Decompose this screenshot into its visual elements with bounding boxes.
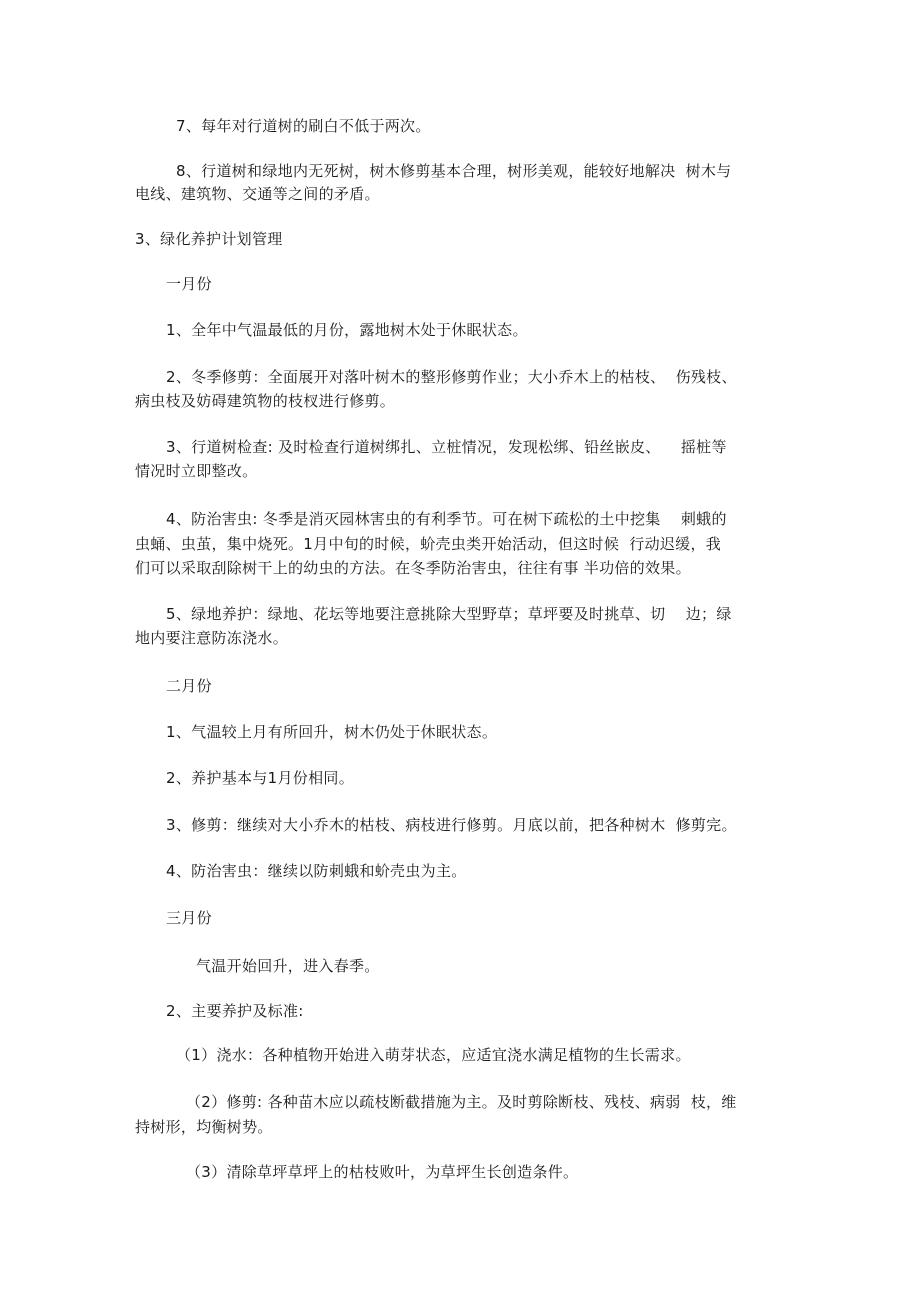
jan-item-3-line-1: 3、行道树检查: 及时检查行道树绑扎、立桩情况，发现松绑、铅丝嵌皮、 摇桩等 [166, 438, 727, 456]
mar-subitem-2-line-1: （2）修剪: 各种苗木应以疏枝断截措施为主。及时剪除断枝、残枝、病弱 枝，维 [186, 1093, 737, 1111]
jan-item-3-line-2: 情况时立即整改。 [135, 462, 258, 480]
jan-item-2-line-1: 2、冬季修剪：全面展开对落叶树木的整形修剪作业；大小乔木上的枯枝、 伤残枝、 [166, 368, 737, 386]
section-heading: 3、绿化养护计划管理 [135, 230, 283, 248]
mar-subitem-2-line-2: 持树形，均衡树势。 [135, 1118, 273, 1136]
feb-item-1: 1、气温较上月有所回升，树木仍处于休眠状态。 [166, 723, 498, 741]
mar-subitem-1: （1）浇水：各种植物开始进入萌芽状态，应适宜浇水满足植物的生长需求。 [176, 1046, 691, 1064]
jan-item-4-line-1: 4、防治害虫: 冬季是消灭园林害虫的有利季节。可在树下疏松的土中挖集 刺蛾的 [166, 510, 727, 528]
jan-item-1: 1、全年中气温最低的月份，露地树木处于休眠状态。 [166, 321, 528, 339]
jan-item-5-line-1: 5、绿地养护：绿地、花坛等地要注意挑除大型野草；草坪要及时挑草、切 边；绿 [166, 605, 732, 623]
item-8-text-line-2: 电线、建筑物、交通等之间的矛盾。 [135, 185, 380, 203]
jan-item-4-line-2: 虫蛹、虫茧，集中烧死。1月中旬的时候，蚧壳虫类开始活动，但这时候 行动迟缓，我 [135, 535, 722, 553]
jan-item-5-line-2: 地内要注意防冻浇水。 [135, 629, 289, 647]
item-7-text: 7、每年对行道树的刷白不低于两次。 [176, 117, 431, 135]
month-heading-january: 一月份 [166, 275, 212, 293]
feb-item-4: 4、防治害虫：继续以防刺蛾和蚧壳虫为主。 [166, 862, 467, 880]
month-heading-march: 三月份 [166, 909, 212, 927]
jan-item-2-line-2: 病虫枝及妨碍建筑物的枝杈进行修剪。 [135, 392, 396, 410]
mar-item-2: 2、主要养护及标准: [166, 1002, 304, 1020]
month-heading-february: 二月份 [166, 677, 212, 695]
feb-item-2: 2、养护基本与1月份相同。 [166, 769, 354, 787]
mar-intro: 气温开始回升，进入春季。 [196, 957, 380, 975]
feb-item-3: 3、修剪：继续对大小乔木的枯枝、病枝进行修剪。月底以前，把各种树木 修剪完。 [166, 816, 737, 834]
jan-item-4-line-3: 们可以采取刮除树干上的幼虫的方法。在冬季防治害虫，往往有事 半功倍的效果。 [135, 559, 691, 577]
mar-subitem-3: （3）清除草坪草坪上的枯枝败叶，为草坪生长创造条件。 [186, 1163, 579, 1181]
item-8-text-line-1: 8、行道树和绿地内无死树，树木修剪基本合理，树形美观，能较好地解决 树木与 [176, 162, 732, 180]
